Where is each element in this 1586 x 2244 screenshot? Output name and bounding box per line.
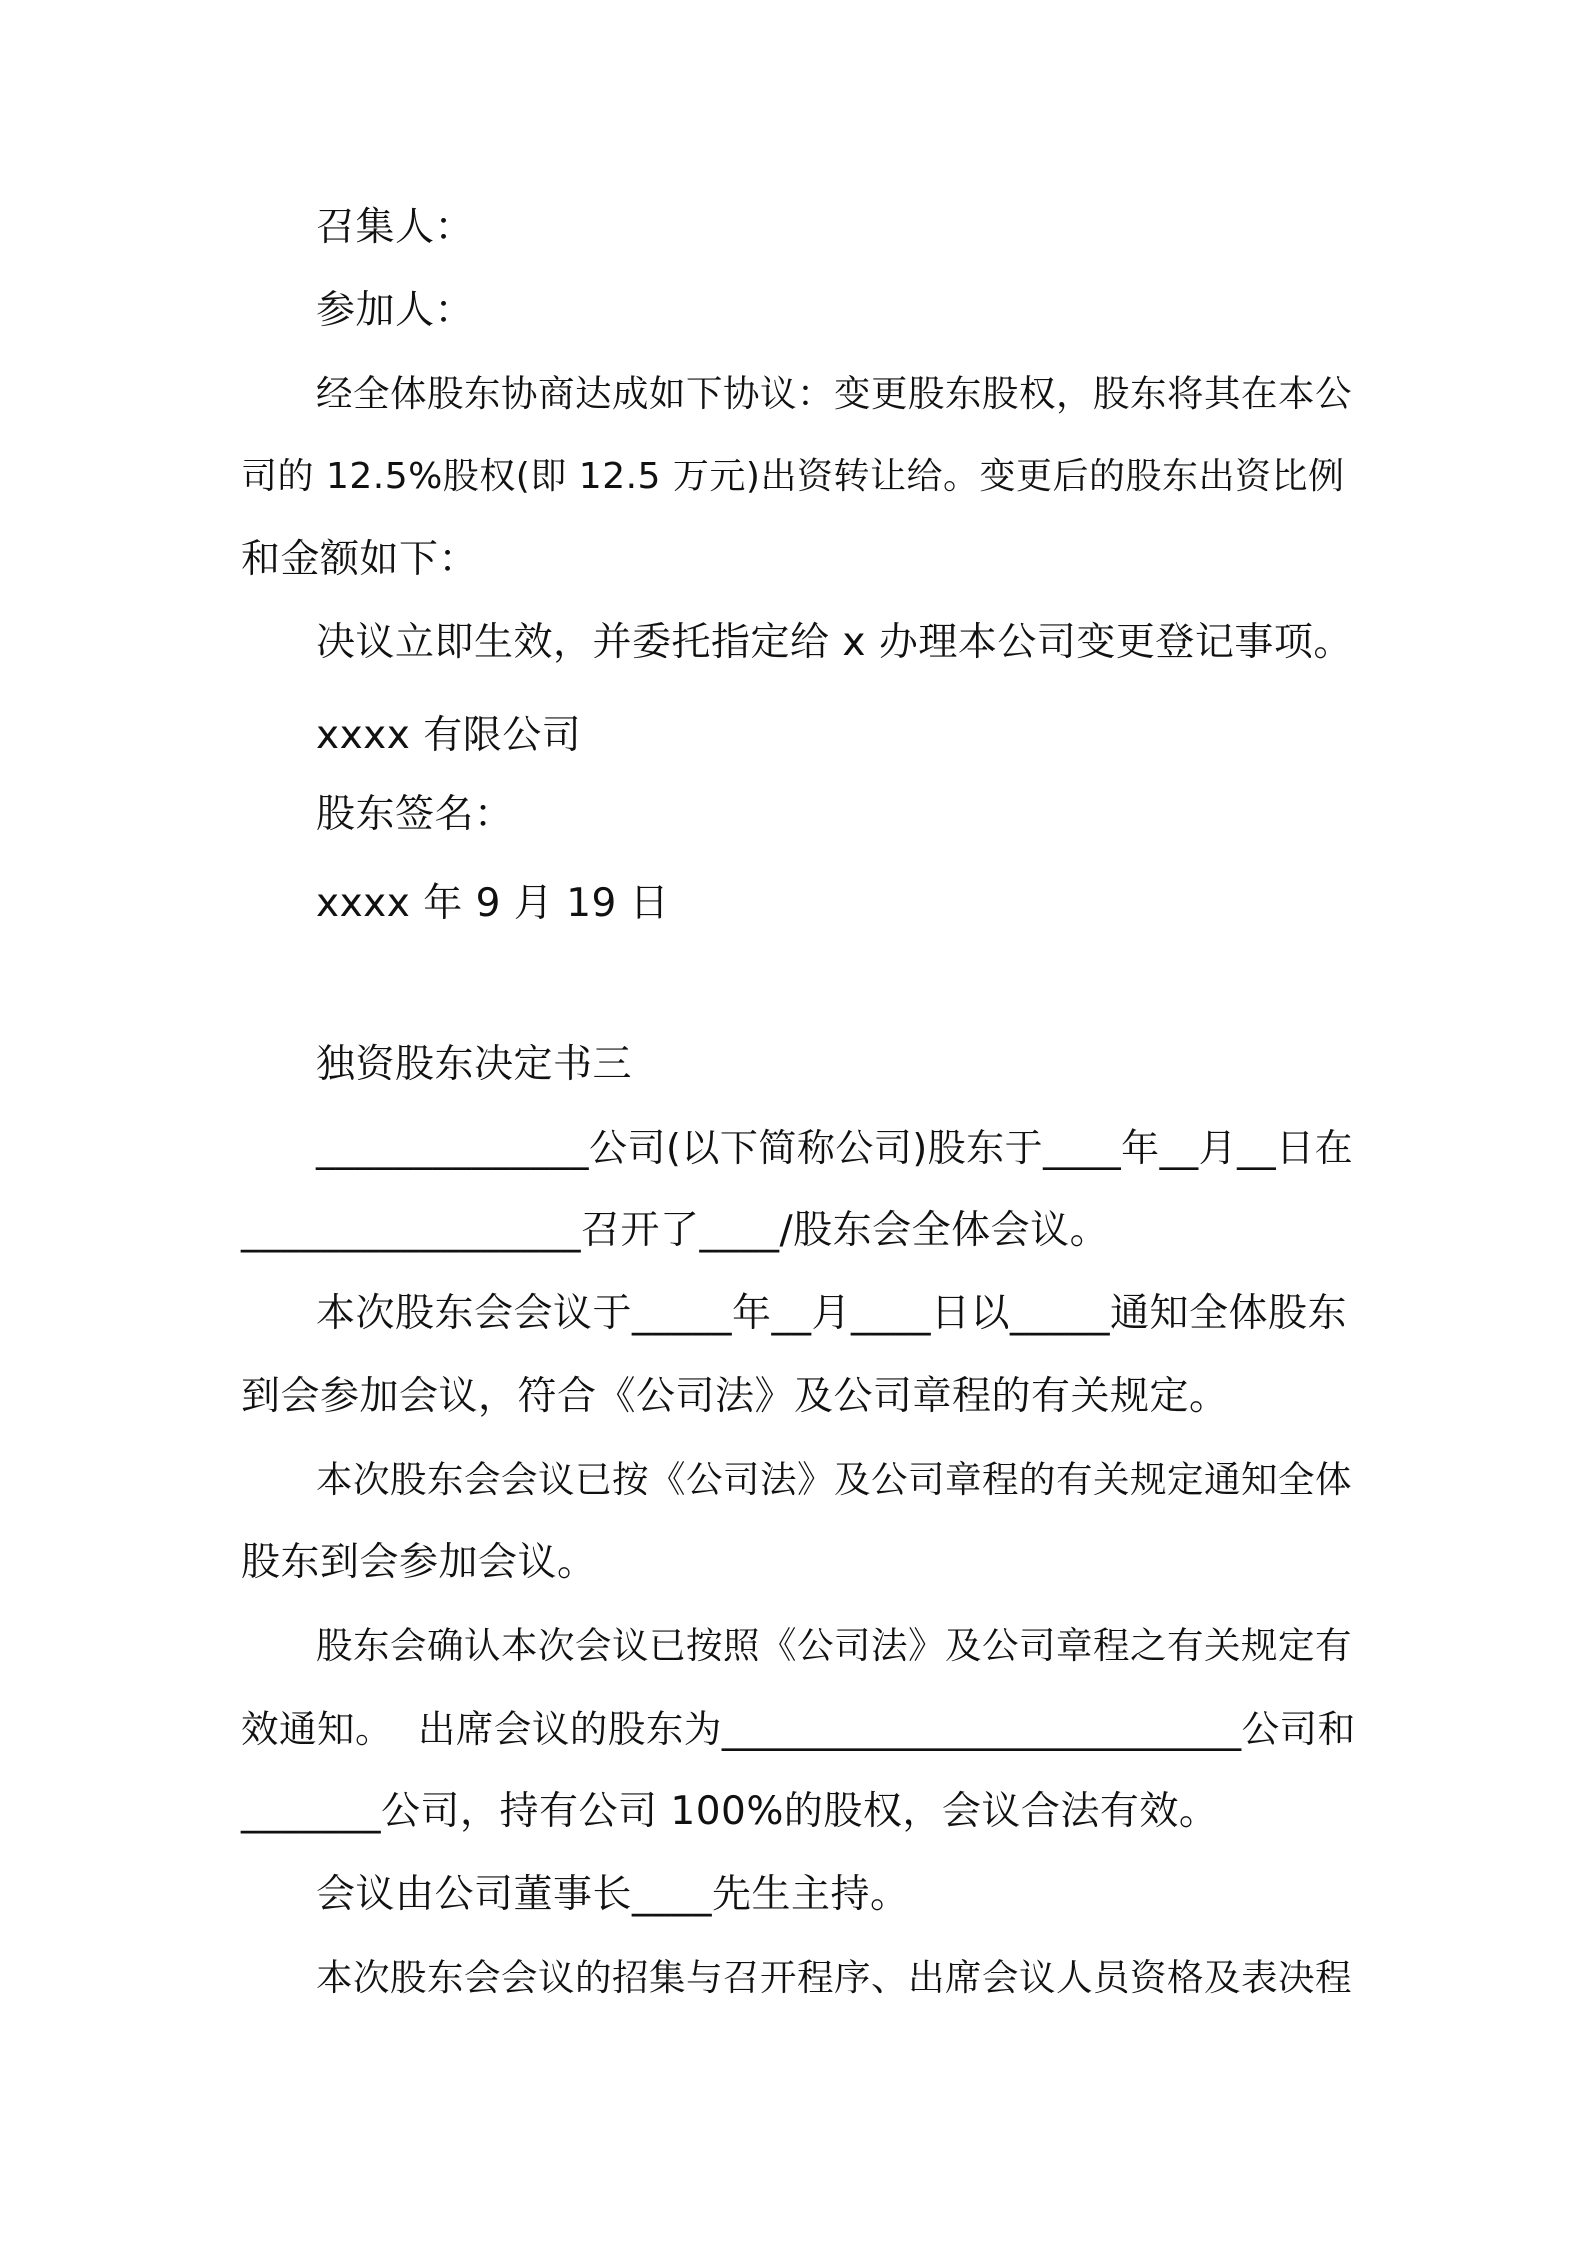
paragraph-line: 本次股东会会议已按《公司法》及公司章程的有关规定通知全体 <box>316 1458 1352 1501</box>
paragraph-line: _________________召开了____/股东会全体会议。 <box>241 1208 1110 1253</box>
convener-line: 召集人： <box>316 205 475 250</box>
paragraph-line: 会议由公司董事长____先生主持。 <box>316 1872 910 1917</box>
paragraph-line: _______公司，持有公司 100%的股权，会议合法有效。 <box>241 1789 1219 1834</box>
section-title: 独资股东决定书三 <box>316 1042 633 1087</box>
paragraph-line: 本次股东会会议于_____年__月____日以_____通知全体股东 <box>316 1291 1348 1336</box>
signature-line: 股东签名： <box>316 792 514 837</box>
paragraph-line: 股东会确认本次会议已按照《公司法》及公司章程之有关规定有 <box>316 1624 1352 1667</box>
paragraph-line: 效通知。 出席会议的股东为___________________________公司和 <box>241 1707 1356 1751</box>
paragraph-line: ______________公司(以下简称公司)股东于____年__月__日在 <box>316 1126 1354 1170</box>
paragraph-line: 到会参加会议，符合《公司法》及公司章程的有关规定。 <box>241 1374 1229 1419</box>
paragraph-line: 决议立即生效，并委托指定给 x 办理本公司变更登记事项。 <box>316 620 1353 665</box>
paragraph-line: 本次股东会会议的招集与召开程序、出席会议人员资格及表决程 <box>316 1956 1352 1999</box>
paragraph-line: 司的 12.5%股权(即 12.5 万元)出资转让给。变更后的股东出资比例 <box>241 456 1345 497</box>
paragraph-line: 和金额如下： <box>241 537 479 582</box>
company-name-line: xxxx 有限公司 <box>316 713 582 758</box>
participants-line: 参加人： <box>316 288 475 333</box>
paragraph-line: 经全体股东协商达成如下协议：变更股东股权，股东将其在本公 <box>316 372 1352 415</box>
paragraph-line: 股东到会参加会议。 <box>241 1540 597 1585</box>
date-line: xxxx 年 9 月 19 日 <box>316 881 670 926</box>
